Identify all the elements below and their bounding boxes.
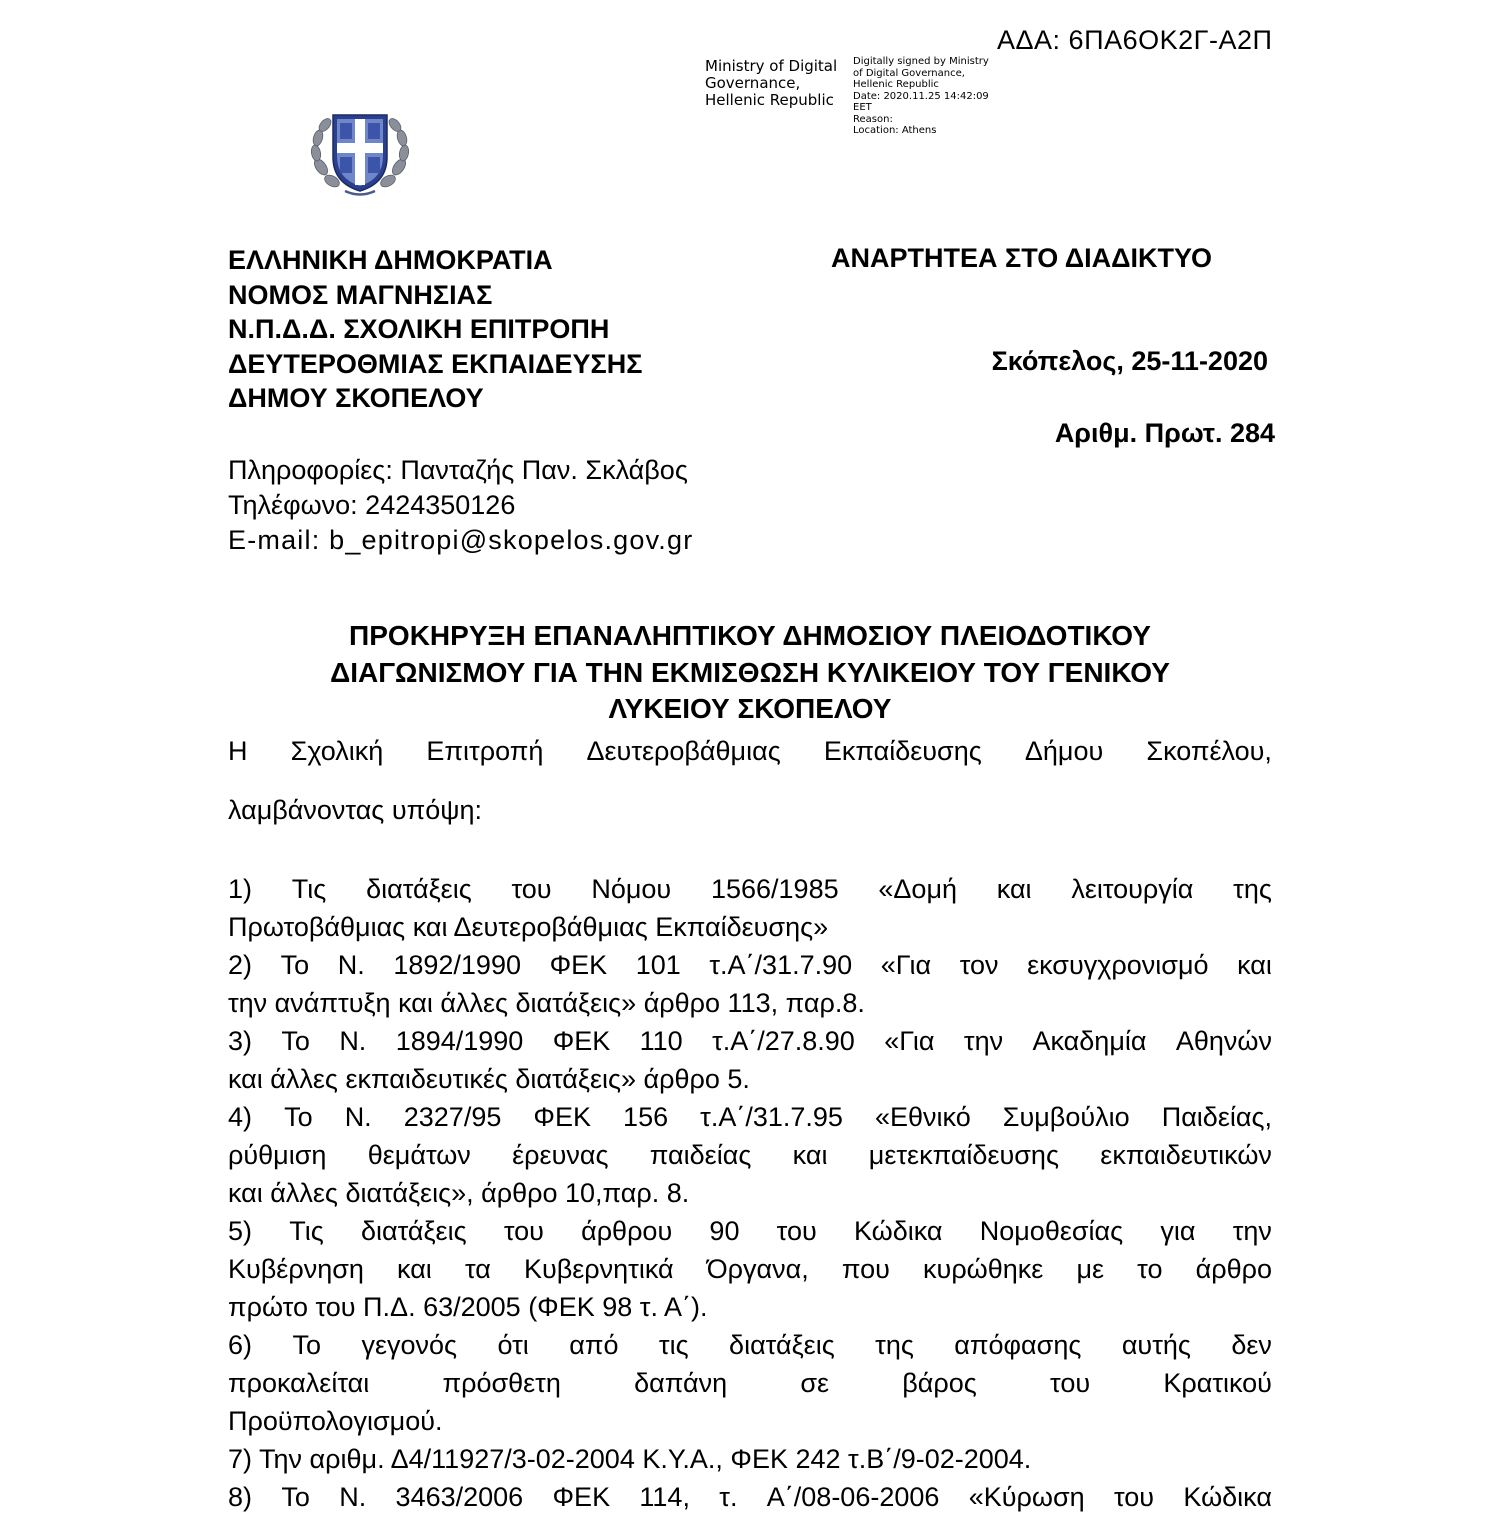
header-line: ΔΕΥΤΕΡΟΘΜΙΑΣ ΕΚΠΑΙΔΕΥΣΗΣ — [228, 348, 643, 379]
word: της — [1233, 874, 1272, 904]
word: 5) — [228, 1216, 253, 1246]
word: διατάξεις — [729, 1330, 835, 1360]
item-line: την ανάπτυξη και άλλες διατάξεις» άρθρο 113, παρ.8. — [228, 988, 865, 1018]
word: 3) — [228, 1026, 253, 1056]
word: Συμβούλιο — [1002, 1102, 1130, 1132]
word: Παιδείας, — [1161, 1102, 1272, 1132]
word: «Εθνικό — [875, 1102, 971, 1132]
item-line — [228, 1364, 1272, 1402]
word: έρευνας — [512, 1140, 609, 1170]
item-line: πρώτο του Π.Δ. 63/2005 (ΦΕΚ 98 τ. Α΄). — [228, 1292, 708, 1322]
list-item — [228, 1098, 1272, 1212]
word: Το — [284, 1102, 313, 1132]
title-line: ΔΙΑΓΩΝΙΣΜΟΥ ΓΙΑ ΤΗΝ ΕΚΜΙΣΘΩΣΗ ΚΥΛΙΚΕΙΟΥ ΤΟΥ ΓΕΝΙΚΟΥ — [330, 656, 1170, 688]
contact-email: E-mail: b_epitropi@skopelos.gov.gr — [228, 525, 694, 555]
word: προκαλείται — [228, 1368, 370, 1398]
word: το — [1137, 1254, 1163, 1284]
item-line — [228, 1212, 1272, 1250]
word: παιδείας — [649, 1140, 752, 1170]
list-item — [228, 1212, 1272, 1326]
word: άρθρου — [581, 1216, 673, 1246]
word: τ.Α΄/31.7.95 — [700, 1102, 843, 1132]
word: 8) — [228, 1482, 253, 1512]
word: του — [511, 874, 552, 904]
item-line — [228, 1098, 1272, 1136]
word: Νομοθεσίας — [979, 1216, 1124, 1246]
word: ότι — [497, 1330, 529, 1360]
word: Ν. — [339, 1026, 367, 1056]
word: τ.Α΄/31.7.90 — [709, 950, 853, 980]
word: Τις — [291, 874, 327, 904]
word: Ν. — [344, 1102, 372, 1132]
word: «Κύρωση — [968, 1482, 1085, 1512]
word: Το — [281, 1026, 310, 1056]
word: του — [1113, 1482, 1155, 1512]
word: Το — [292, 1330, 321, 1360]
word: 1894/1990 — [395, 1026, 524, 1056]
word: και — [1237, 950, 1272, 980]
word: ΦΕΚ — [552, 1482, 611, 1512]
word: διατάξεις — [360, 1216, 467, 1246]
item-line: Πρωτοβάθμιας και Δευτεροβάθμιας Εκπαίδευσης» — [228, 912, 829, 942]
word: Κώδικα — [853, 1216, 943, 1246]
item-line — [228, 870, 1272, 908]
item-line: και άλλες διατάξεις», άρθρο 10,παρ. 8. — [228, 1178, 690, 1208]
word: 101 — [635, 950, 681, 980]
word: Αθηνών — [1175, 1026, 1272, 1056]
word: κυρώθηκε — [923, 1254, 1044, 1284]
word: και — [792, 1140, 828, 1170]
word: Τις — [289, 1216, 324, 1246]
signature-signer: Ministry of Digital Governance, Hellenic Republic — [705, 57, 838, 109]
item-line — [228, 1022, 1272, 1060]
intro-line — [228, 732, 1272, 770]
word: 1566/1985 — [710, 874, 839, 904]
list-item — [228, 1440, 1272, 1478]
item-line — [228, 1478, 1272, 1516]
word: Όργανα, — [706, 1254, 809, 1284]
word: Σκοπέλου, — [1146, 736, 1272, 766]
header-line: Ν.Π.Δ.Δ. ΣΧΟΛΙΚΗ ΕΠΙΤΡΟΠΗ — [228, 314, 610, 344]
title-line: ΠΡΟΚΗΡΥΞΗ ΕΠΑΝΑΛΗΠΤΙΚΟΥ ΔΗΜΟΣΙΟΥ ΠΛΕΙΟΔΟΤΙΚΟΥ — [349, 620, 1151, 651]
word: διατάξεις — [366, 874, 472, 904]
word: ΦΕΚ — [549, 950, 608, 980]
word: γεγονός — [361, 1330, 458, 1360]
word: και — [397, 1254, 432, 1284]
word: της — [875, 1330, 914, 1360]
item-line — [228, 946, 1272, 984]
word: του — [1050, 1368, 1091, 1398]
word: 1) — [228, 874, 253, 904]
word: θεμάτων — [367, 1140, 471, 1170]
word: 3463/2006 — [395, 1482, 524, 1512]
contact-info — [228, 453, 693, 558]
word: με — [1076, 1254, 1105, 1284]
word: την — [1232, 1216, 1272, 1246]
protocol-number: Αριθμ. Πρωτ. 284 — [1054, 418, 1275, 448]
word: 156 — [623, 1102, 669, 1132]
word: Ακαδημία — [1032, 1026, 1147, 1056]
word: τα — [464, 1254, 491, 1284]
item-line: Προϋπολογισμού. — [228, 1406, 443, 1436]
word: 2327/95 — [403, 1102, 502, 1132]
word: 6) — [228, 1330, 253, 1360]
item-line — [228, 1250, 1272, 1288]
word: 90 — [709, 1216, 740, 1246]
list-item — [228, 870, 1272, 946]
place-date: Σκόπελος, 25-11-2020 — [991, 346, 1268, 376]
word: Νόμου — [591, 874, 672, 904]
word: απόφασης — [954, 1330, 1082, 1360]
word: Το — [280, 950, 310, 980]
list-item — [228, 1022, 1272, 1098]
word: ΦΕΚ — [533, 1102, 591, 1132]
list-item — [228, 1326, 1272, 1440]
word: Επιτροπή — [426, 736, 544, 766]
word: για — [1160, 1216, 1196, 1246]
word: 2) — [228, 950, 253, 980]
word: αυτής — [1121, 1330, 1191, 1360]
word: Α΄/08-06-2006 — [766, 1482, 940, 1512]
word: Εκπαίδευσης — [823, 736, 982, 766]
word: και — [996, 874, 1032, 904]
item-line: 7) Την αριθμ. Δ4/11927/3-02-2004 Κ.Υ.Α., ΦΕΚ 242 τ.Β΄/9-02-2004. — [228, 1444, 1032, 1474]
word: του — [503, 1216, 544, 1246]
header-line: ΔΗΜΟΥ ΣΚΟΠΕΛΟΥ — [228, 383, 484, 413]
document-title — [228, 618, 1272, 728]
word: Το — [281, 1482, 310, 1512]
header-line: ΕΛΛΗΝΙΚΗ ΔΗΜΟΚΡΑΤΙΑ — [228, 245, 553, 275]
word: 114, — [639, 1482, 690, 1512]
issuer-header — [228, 243, 642, 416]
item-line — [228, 1136, 1272, 1174]
item-line — [228, 1326, 1272, 1364]
word: Κώδικα — [1183, 1482, 1272, 1512]
greek-coat-of-arms-icon — [305, 105, 415, 206]
word: μετεκπαίδευσης — [868, 1140, 1059, 1170]
ada-number: ΑΔΑ: 6ΠΑ6ΟΚ2Γ-Α2Π — [997, 25, 1273, 55]
word: εκσυγχρονισμό — [1027, 950, 1209, 980]
word: «Για — [884, 1026, 935, 1056]
title-line: ΛΥΚΕΙΟΥ ΣΚΟΠΕΛΟΥ — [608, 693, 892, 724]
word: τ.Α΄/27.8.90 — [712, 1026, 855, 1056]
word: τις — [658, 1330, 689, 1360]
signature-details: Digitally signed by Ministry of Digital Governance, Hellenic Republic Date: 2020.11.25 14:42:09 EET Reason: Location: Athens — [853, 56, 989, 136]
word: Σχολική — [290, 736, 384, 766]
contact-person: Πληροφορίες: Πανταζής Παν. Σκλάβος — [228, 455, 688, 485]
word: Η — [228, 736, 248, 766]
contact-phone: Τηλέφωνο: 2424350126 — [228, 490, 516, 520]
word: ΦΕΚ — [552, 1026, 611, 1056]
word: δεν — [1231, 1330, 1272, 1360]
word: άρθρο — [1195, 1254, 1272, 1284]
word: Δευτεροβάθμιας — [586, 736, 781, 766]
intro-line: λαμβάνοντας υπόψη: — [228, 795, 482, 825]
word: την — [963, 1026, 1004, 1056]
word: 110 — [639, 1026, 683, 1056]
word: ρύθμιση — [228, 1140, 327, 1170]
document-body — [228, 732, 1272, 1516]
word: εκπαιδευτικών — [1100, 1140, 1272, 1170]
word: 1892/1990 — [393, 950, 521, 980]
word: «Δομή — [878, 874, 958, 904]
word: σε — [800, 1368, 830, 1398]
word: Κυβέρνηση — [228, 1254, 364, 1284]
word: βάρος — [902, 1368, 977, 1398]
word: Δήμου — [1024, 736, 1104, 766]
word: Ν. — [339, 1482, 367, 1512]
word: 4) — [228, 1102, 253, 1132]
header-line: ΝΟΜΟΣ ΜΑΓΝΗΣΙΑΣ — [228, 279, 493, 310]
word: τον — [959, 950, 999, 980]
post-online-notice: ΑΝΑΡΤΗΤΕΑ ΣΤΟ ΔΙΑΔΙΚΤΥΟ — [831, 243, 1212, 273]
list-item — [228, 946, 1272, 1022]
word: τ. — [719, 1482, 738, 1512]
word: που — [841, 1254, 890, 1284]
word: Ν. — [337, 950, 365, 980]
list-item — [228, 1478, 1272, 1516]
word: «Για — [880, 950, 932, 980]
item-line: και άλλες εκπαιδευτικές διατάξεις» άρθρο 5. — [228, 1064, 750, 1094]
word: πρόσθετη — [442, 1368, 561, 1398]
word: δαπάνη — [634, 1368, 728, 1398]
word: Κρατικού — [1163, 1368, 1272, 1398]
word: Κυβερνητικά — [523, 1254, 674, 1284]
word: του — [776, 1216, 817, 1246]
word: λειτουργία — [1071, 874, 1194, 904]
word: από — [569, 1330, 619, 1360]
